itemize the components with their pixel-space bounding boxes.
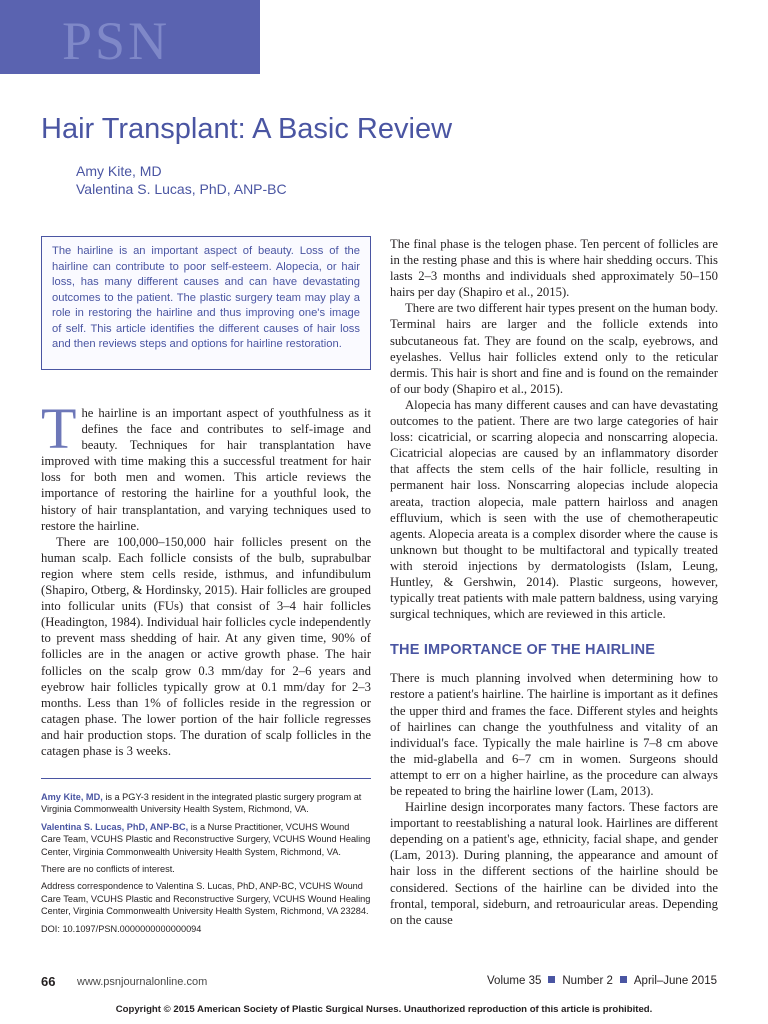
journal-logo [0, 0, 260, 74]
author-list [76, 162, 287, 198]
author-1: Amy Kite, MD [76, 163, 162, 179]
volume: Volume 35 [487, 975, 542, 987]
logo-text: PSN [62, 11, 171, 71]
intro-paragraph [41, 396, 371, 534]
footnote-conflicts: There are no conflicts of interest. [41, 864, 175, 875]
footnote-doi: DOI: 10.1097/PSN.0000000000000094 [41, 923, 202, 934]
intro-text: he hairline is an important aspect of youthfulness as it defines the face and contributes to self-image and beauty. Techniques for hair transplantation have improved with time making this a successful treatment for hair loss for both men and women. This article reviews the importance of restoring the hairline for a youthful look, the history of hair transplantation, and varying techniques used to restore the hairline. [41, 406, 371, 533]
issue-date: April–June 2015 [633, 975, 717, 987]
section-heading: THE IMPORTANCE OF THE HAIRLINE [390, 642, 656, 659]
footnote-kite-name: Amy Kite, MD, [41, 792, 103, 802]
article-title: Hair Transplant: A Basic Review [41, 113, 453, 145]
left-column [41, 396, 371, 759]
page-footer [41, 974, 717, 990]
footnote-kite [41, 791, 371, 816]
separator-square-icon [548, 976, 555, 983]
copyright-notice: Copyright © 2015 American Society of Plastic Surgical Nurses. Unauthorized reproduction of this article is prohibited. [115, 1004, 653, 1015]
body-paragraph: Alopecia has many different causes and can have devastating outcomes to the patient. There are two large categories of hair loss: cicatricial, or scarring alopecia and nonscarring alopecia. Cicatricial alopecias are caused by an inflammatory disorder that affects the stem cells of the hair follicle, resulting in permanent hair loss. Nonscarring alopecias include alopecia areata, traction alopecia, male pattern hairloss and anagen effluvium, which is seen with the use of chemotherapeutic agents. Alopecia areata is a complex disorder where the cause is unknown but thought to be multifactoral and typically treated with steroid injections by dermatologists (Islam, Leung, Huntley, & Gershwin, 2014). Plastic surgeons, however, typically treat patients with male pattern baldness, using varying surgical techniques, which are reviewed in this article. [390, 397, 718, 622]
drop-cap: T [41, 396, 77, 461]
page-number: 66 [41, 974, 56, 989]
separator-square-icon [620, 976, 627, 983]
footnote-correspondence: Address correspondence to Valentina S. Lucas, PhD, ANP-BC, VCUHS Wound Care Team, VCUHS Plastic and Reconstructive Surgery, VCUHS Wound Healing Center, Virginia Commonwealth University Health System, Richmond, VA 23284. [41, 881, 371, 917]
right-column [390, 236, 718, 928]
footnote-lucas-text: is a Nurse Practitioner, VCUHS Wound Care Team, VCUHS Plastic and Reconstructive Surgery, VCUHS Wound Healing Center, Virginia Commonwealth University Health System, Richmond, VA. [41, 821, 371, 857]
author-footnotes [41, 791, 371, 940]
body-paragraph: Hairline design incorporates many factors. These factors are important to reestablishing a natural look. Hairlines are different depending on a patient's age, ethnicity, facial shape, and gender (Lam, 2013). During planning, the appearance and amount of hair loss in the different sections of the hairline should be considered. Sections of the hairline can be divided into the frontal, temporal, sideburn, and retroauricular areas. Depending on the cause [390, 800, 718, 927]
footnote-lucas-name: Valentina S. Lucas, PhD, ANP-BC, [41, 821, 189, 832]
journal-website: www.psnjournalonline.com [77, 976, 208, 988]
body-paragraph: There are two different hair types present on the human body. Terminal hairs are larger and the follicle extends into subcutaneous fat. They are found on the scalp, eyebrows, and eyelashes. Vellus hair follicles extend only to the reticular dermis. This hair is short and fine and is found on the remainder of our body (Shapiro et al., 2015). [390, 301, 718, 396]
author-2: Valentina S. Lucas, PhD, ANP-BC [76, 181, 287, 197]
footnote-lucas [41, 821, 371, 858]
body-paragraph: There is much planning involved when determining how to restore a patient's hairline. The hairline is important as it defines the upper third and frames the face. Different styles and heights of hairlines can change the youthfulness and vitality of an individual's face. Typically the male hairline is 7–8 cm above the mid-glabella and 6–7 cm in women. Surgeons should attempt to err on a higher hairline, as the procedure can always be repeated to bring the hairline lower (Lam, 2013). [390, 671, 718, 798]
body-paragraph: There are 100,000–150,000 hair follicles present on the human scalp. Each follicle consists of the bulb, suprabulbar region where stem cells reside, isthmus, and infundibulum (Shapiro, Otberg, & Hordinsky, 2015). Hair follicles are grouped into follicular units (FUs) that consist of 3–4 hair follicles (Headington, 1984). Individual hair follicles cycle independently to prevent mass shedding of hair. At any given time, 90% of follicles are in the anagen or active growth phase. The hair follicles on the scalp grow 0.3 mm/day for 2–6 years and eyebrow hair follicles typically grow at 0.1 mm/day for 2–3 months. Less than 1% of follicles reside in the regression or catagen phase. The lower portion of the hair follicle regresses and hair production stops. The duration of scalp follicles in the catagen phase is 3 weeks. [41, 534, 371, 758]
abstract-box: The hairline is an important aspect of beauty. Loss of the hairline can contribute to poor self-esteem. Alopecia, or hair loss, has many different causes and can have devastating outcomes to the patient. The plastic surgery team may play a role in restoring the hairline and thus improving one's image of self. This article identifies the different causes of hair loss and then reviews steps and options for hairline restoration. [41, 236, 371, 370]
footnote-divider [41, 778, 371, 779]
body-paragraph: The final phase is the telogen phase. Ten percent of follicles are in the resting phase and this is where hair shedding occurs. This lasts 2–3 months and individuals shed approximately 50–150 hairs per day (Shapiro et al., 2015). [390, 237, 718, 300]
issue-info [487, 975, 717, 987]
footnote-kite-text: is a PGY-3 resident in the integrated plastic surgery program at Virginia Commonwealth University Health System, Richmond, VA. [41, 792, 362, 815]
issue-number: Number 2 [562, 975, 613, 987]
